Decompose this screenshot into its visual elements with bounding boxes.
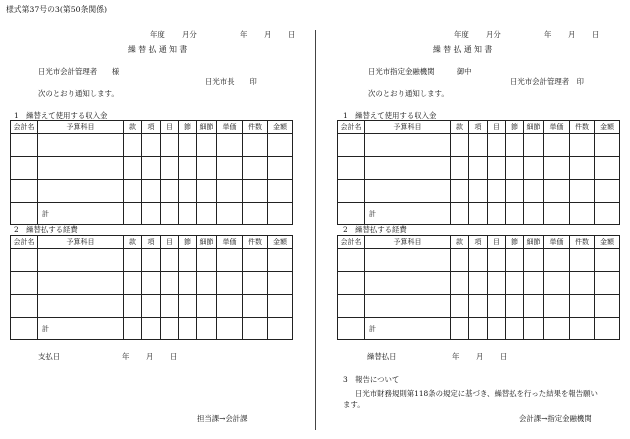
col-tanka: 単価: [217, 121, 243, 134]
right-report-text-line2: ます。: [343, 400, 365, 409]
table-header-row: [338, 236, 620, 249]
table-header-row: [338, 121, 620, 134]
left-addressee: 日光市会計管理者 様: [38, 67, 120, 76]
left-pay-day: 日: [170, 352, 178, 361]
right-pay-date-label: 繰替払日: [367, 352, 397, 361]
left-period-tsukibun: 月分: [182, 30, 197, 39]
right-pay-month: 月: [476, 352, 484, 361]
total-label: 計: [38, 203, 124, 225]
col-yosan-kamoku: 予算科目: [38, 236, 124, 249]
right-route: 会計課→指定金融機関: [519, 414, 592, 423]
col-kensu: 件数: [243, 236, 268, 249]
right-period-day: 日: [592, 30, 600, 39]
col-setsu: 節: [506, 236, 524, 249]
col-kingaku: 金額: [595, 236, 620, 249]
left-expense-table: [10, 235, 293, 340]
table-row: [11, 272, 293, 295]
table-row: [11, 134, 293, 157]
left-title: 繰 替 払 通 知 書: [128, 45, 188, 54]
col-kaikeimei: 会計名: [11, 236, 38, 249]
left-route: 担当課→会計課: [197, 414, 248, 423]
right-income-table: [337, 120, 620, 225]
col-saisetsu: 細節: [524, 121, 544, 134]
left-section1-title: 1 繰替えて使用する収入金: [14, 111, 108, 120]
left-notice: 次のとおり通知します。: [38, 89, 119, 98]
left-pay-date-label: 支払日: [38, 352, 61, 361]
left-period-nendo: 年度: [150, 30, 165, 39]
table-row: [11, 180, 293, 203]
col-moku: 目: [161, 121, 179, 134]
right-expense-table: [337, 235, 620, 340]
col-tanka: 単価: [217, 236, 243, 249]
table-row: [338, 134, 620, 157]
table-row: [338, 249, 620, 272]
right-addressee: 日光市指定金融機関 御中: [368, 67, 472, 76]
col-kaikeimei: 会計名: [338, 121, 365, 134]
col-kensu: 件数: [243, 121, 268, 134]
total-label: 計: [365, 318, 451, 340]
col-kingaku: 金額: [268, 236, 293, 249]
table-row: [338, 180, 620, 203]
col-saisetsu: 細節: [524, 236, 544, 249]
col-kan: 款: [124, 236, 142, 249]
col-kingaku: 金額: [268, 121, 293, 134]
col-setsu: 節: [506, 121, 524, 134]
col-yosan-kamoku: 予算科目: [365, 236, 451, 249]
right-pay-day: 日: [500, 352, 508, 361]
col-tanka: 単価: [544, 121, 570, 134]
col-yosan-kamoku: 予算科目: [365, 121, 451, 134]
col-kensu: 件数: [570, 236, 595, 249]
col-saisetsu: 細節: [197, 121, 217, 134]
right-pay-year: 年: [452, 352, 460, 361]
total-label: 計: [38, 318, 124, 340]
right-report-title: 3 報告について: [343, 375, 400, 384]
left-period-year: 年: [240, 30, 248, 39]
right-period-year: 年: [544, 30, 552, 39]
col-kaikeimei: 会計名: [11, 121, 38, 134]
right-sender: 日光市会計管理者 印: [510, 77, 584, 86]
table-header-row: [11, 121, 293, 134]
right-period-nendo: 年度: [454, 30, 469, 39]
col-saisetsu: 細節: [197, 236, 217, 249]
left-pay-month: 月: [146, 352, 154, 361]
col-setsu: 節: [179, 236, 197, 249]
right-period-tsukibun: 月分: [486, 30, 501, 39]
table-row: [11, 295, 293, 318]
left-period-month: 月: [264, 30, 272, 39]
col-moku: 目: [161, 236, 179, 249]
right-period-month: 月: [568, 30, 576, 39]
form-id: 様式第37号の3(第50条関係): [6, 5, 108, 14]
col-kingaku: 金額: [595, 121, 620, 134]
table-row: [11, 249, 293, 272]
table-total-row: [11, 318, 293, 340]
table-row: [338, 295, 620, 318]
col-kan: 款: [124, 121, 142, 134]
table-total-row: [338, 203, 620, 225]
col-kou: 項: [469, 236, 488, 249]
col-setsu: 節: [179, 121, 197, 134]
table-total-row: [11, 203, 293, 225]
table-row: [338, 157, 620, 180]
right-title: 繰 替 払 通 知 書: [433, 45, 493, 54]
left-pay-year: 年: [122, 352, 130, 361]
col-kan: 款: [451, 121, 469, 134]
col-tanka: 単価: [544, 236, 570, 249]
col-kensu: 件数: [570, 121, 595, 134]
left-sender: 日光市長 印: [205, 77, 257, 86]
col-kan: 款: [451, 236, 469, 249]
table-total-row: [338, 318, 620, 340]
right-report-text-line1: 日光市財務規則第118条の規定に基づき、繰替払を行った結果を報告願い: [355, 389, 598, 398]
col-kou: 項: [142, 236, 161, 249]
left-section2-title: 2 繰替払する経費: [14, 225, 78, 234]
right-notice: 次のとおり通知します。: [368, 89, 449, 98]
right-section2-title: 2 繰替払する経費: [343, 225, 407, 234]
left-period-day: 日: [288, 30, 296, 39]
col-yosan-kamoku: 予算科目: [38, 121, 124, 134]
col-moku: 目: [488, 121, 506, 134]
table-row: [338, 272, 620, 295]
col-moku: 目: [488, 236, 506, 249]
right-section1-title: 1 繰替えて使用する収入金: [343, 111, 437, 120]
total-label: 計: [365, 203, 451, 225]
left-income-table: [10, 120, 293, 225]
col-kou: 項: [142, 121, 161, 134]
table-header-row: [11, 236, 293, 249]
page-divider: [315, 30, 316, 430]
col-kou: 項: [469, 121, 488, 134]
col-kaikeimei: 会計名: [338, 236, 365, 249]
table-row: [11, 157, 293, 180]
